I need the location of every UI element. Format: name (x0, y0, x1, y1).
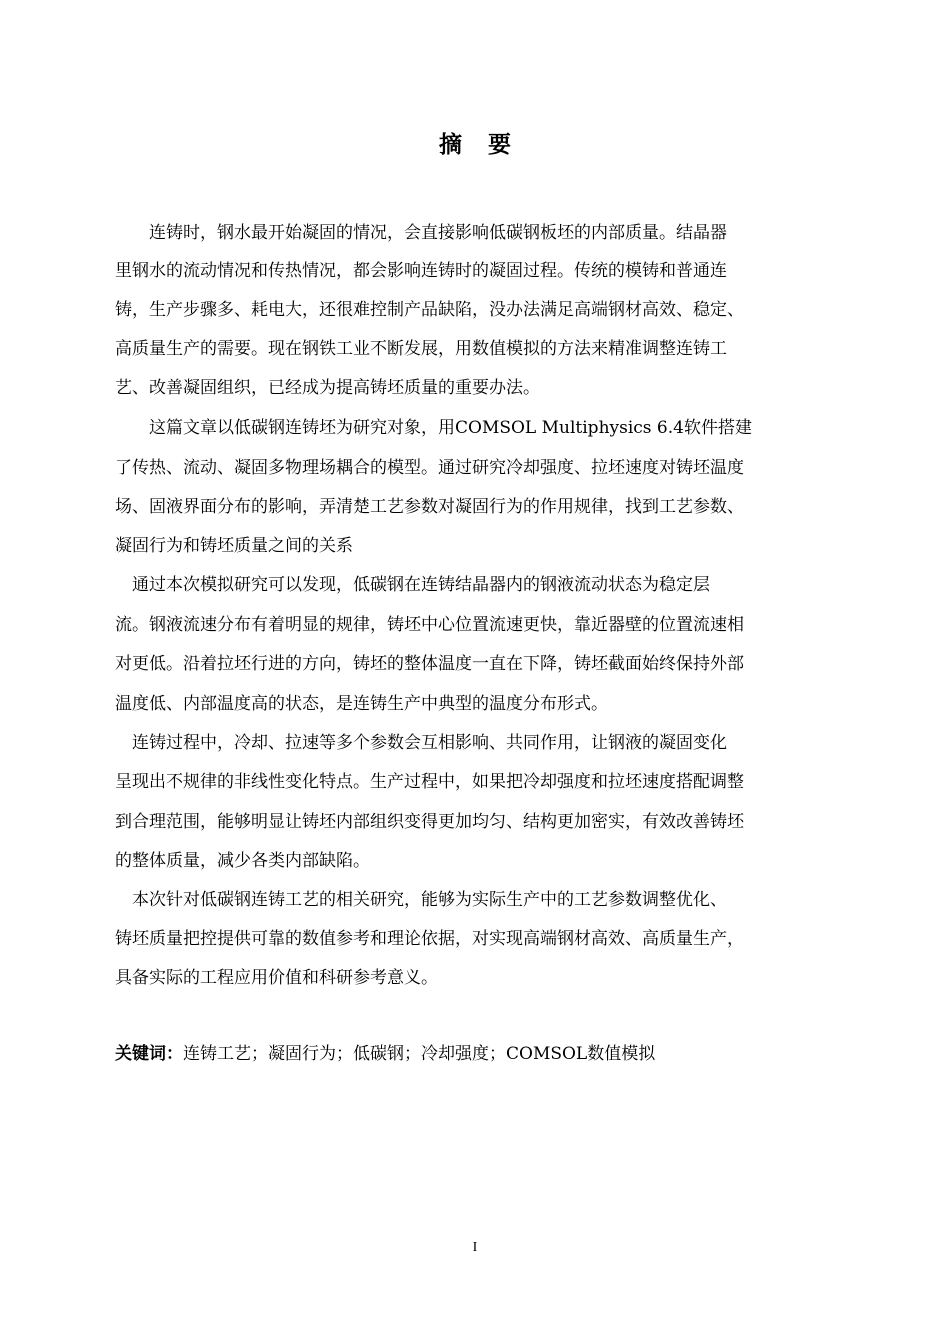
paragraph-3-line-1: 通过本次模拟研究可以发现，低碳钢在连铸结晶器内的钢液流动状态为稳定层 (115, 575, 710, 595)
paragraph-5-line-1: 本次针对低碳钢连铸工艺的相关研究，能够为实际生产中的工艺参数调整优化、 (115, 890, 727, 910)
title-char-2: 要 (488, 132, 511, 158)
paragraph-4-line-1: 连铸过程中，冷却、拉速等多个参数会互相影响、共同作用，让钢液的凝固变化 (115, 733, 727, 753)
paragraph-4-line-2: 呈现出不规律的非线性变化特点。生产过程中，如果把冷却强度和拉坯速度搭配调整 (115, 772, 744, 792)
paragraph-1-line-3: 铸，生产步骤多、耗电大，还很难控制产品缺陷，没办法满足高端钢材高效、稳定、 (115, 300, 744, 320)
paragraph-3-line-3: 对更低。沿着拉坯行进的方向，铸坯的整体温度一直在下降，铸坯截面始终保持外部 (115, 654, 744, 674)
paragraph-2-line-2: 了传热、流动、凝固多物理场耦合的模型。通过研究冷却强度、拉坯速度对铸坯温度 (115, 458, 744, 478)
paragraph-1-line-1: 连铸时，钢水最开始凝固的情况，会直接影响低碳钢板坯的内部质量。结晶器 (115, 223, 727, 243)
paragraph-1-line-5: 艺、改善凝固组织，已经成为提高铸坯质量的重要办法。 (115, 378, 540, 398)
keywords-label: 关键词： (115, 1044, 183, 1064)
paragraph-2-line-4: 凝固行为和铸坯质量之间的关系 (115, 536, 353, 556)
paragraph-4-line-4: 的整体质量，减少各类内部缺陷。 (115, 851, 370, 871)
paragraph-1-line-4: 高质量生产的需要。现在钢铁工业不断发展，用数值模拟的方法来精准调整连铸工 (115, 339, 727, 359)
paragraph-3-line-2: 流。钢液流速分布有着明显的规律，铸坯中心位置流速更快，靠近器壁的位置流速相 (115, 615, 744, 635)
paragraph-5-line-2: 铸坯质量把控提供可靠的数值参考和理论依据，对实现高端钢材高效、高质量生产， (115, 929, 744, 949)
page-number: I (472, 1240, 478, 1255)
title-char-1: 摘 (439, 132, 462, 158)
paragraph-2-line-3: 场、固液界面分布的影响，弄清楚工艺参数对凝固行为的作用规律，找到工艺参数、 (115, 497, 744, 517)
keywords-text: 连铸工艺；凝固行为；低碳钢；冷却强度；COMSOL数值模拟 (183, 1044, 656, 1064)
page-title (0, 126, 950, 159)
paragraph-2-line-1: 这篇文章以低碳钢连铸坯为研究对象，用COMSOL Multiphysics 6.4软件搭建 (115, 418, 752, 438)
paragraph-3-line-4: 温度低、内部温度高的状态，是连铸生产中典型的温度分布形式。 (115, 694, 608, 714)
paragraph-4-line-3: 到合理范围，能够明显让铸坯内部组织变得更加均匀、结构更加密实，有效改善铸坯 (115, 812, 744, 832)
paragraph-5-line-3: 具备实际的工程应用价值和科研参考意义。 (115, 968, 438, 988)
keywords-line (115, 1042, 840, 1066)
paragraph-1-line-2: 里钢水的流动情况和传热情况，都会影响连铸时的凝固过程。传统的模铸和普通连 (115, 261, 727, 281)
